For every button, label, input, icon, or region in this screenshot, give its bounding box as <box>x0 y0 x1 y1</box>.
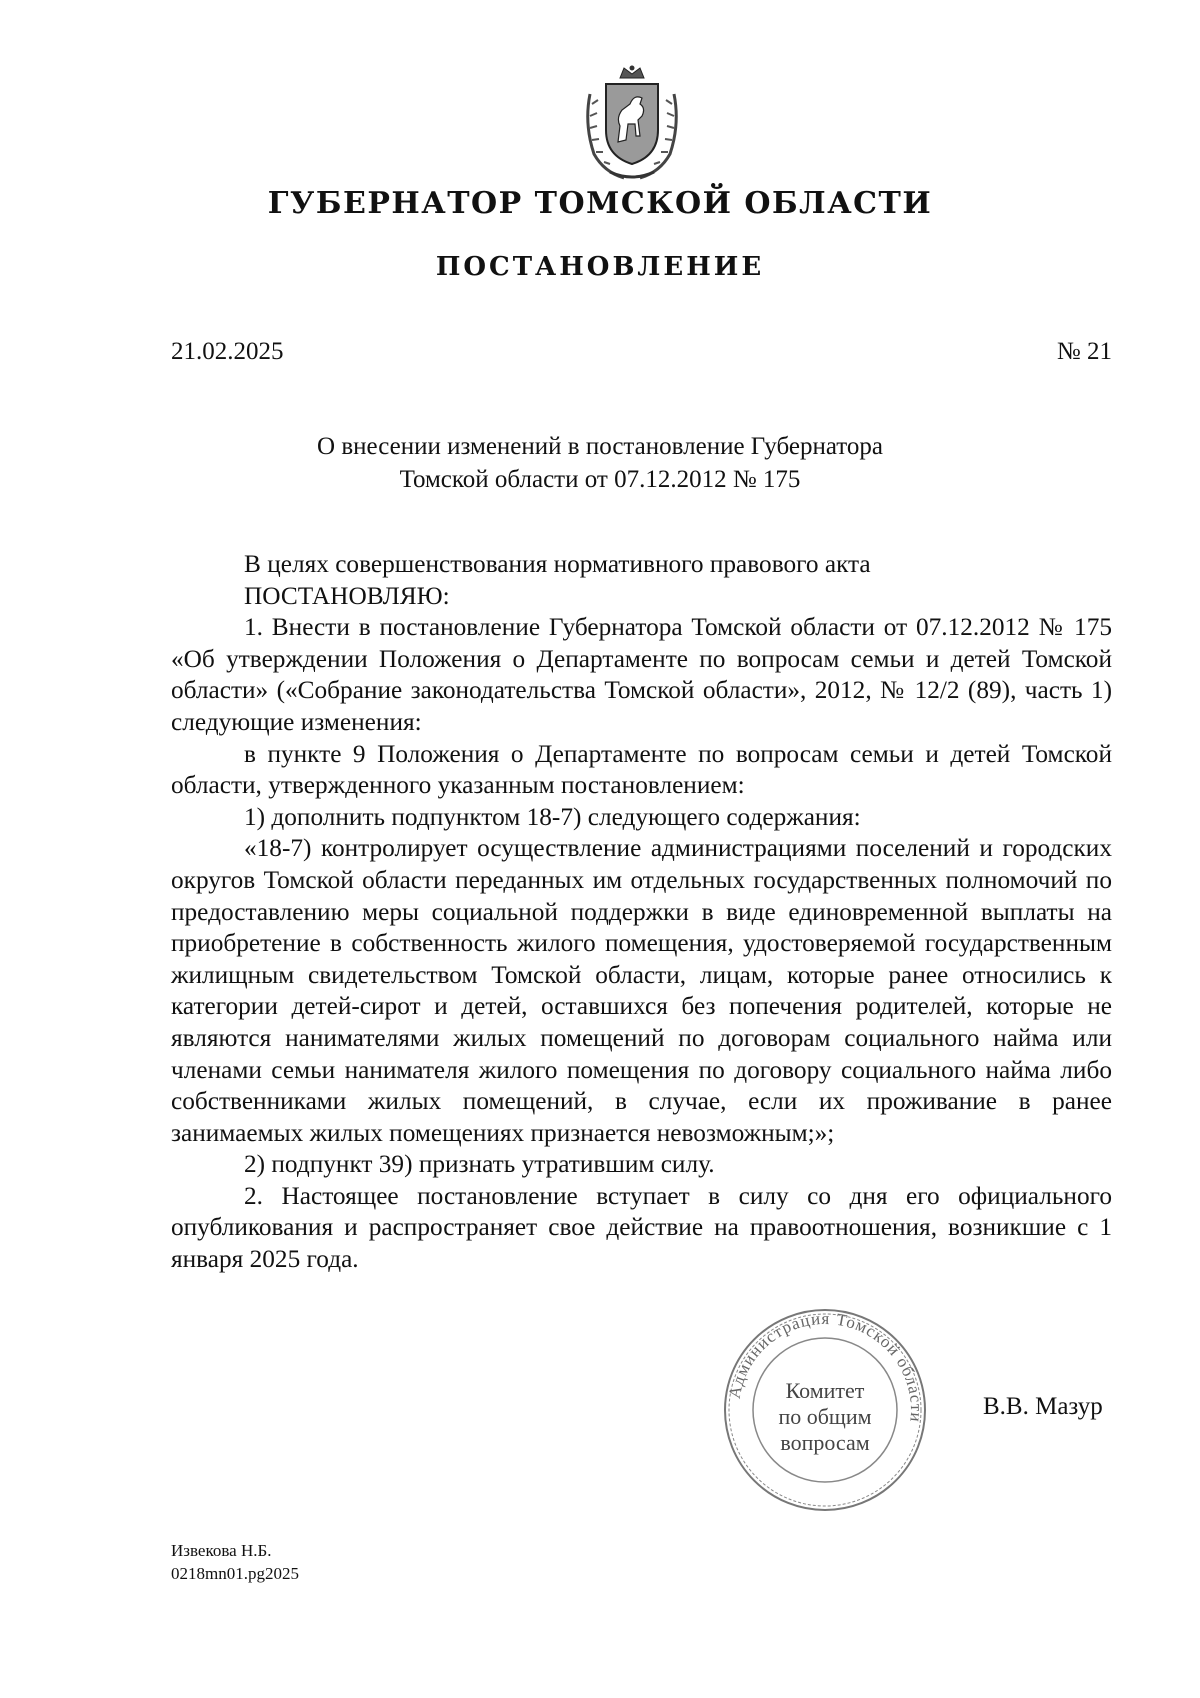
document-title <box>0 430 1200 496</box>
body-paragraph: 1. Внести в постановление Губернатора Томской области от 07.12.2012 № 175 «Об утверждении Положения о Департаменте по вопросам семьи и детей Томской области» («Собрание законодательства Томской области», 2012, № 12/2 (89), часть 1) следующие изменения: <box>171 613 1112 736</box>
document-number: № 21 <box>1056 338 1112 365</box>
stamp-line: Комитет <box>785 1378 865 1403</box>
coat-of-arms-emblem <box>580 64 684 184</box>
body-paragraph: 1) дополнить подпунктом 18-7) следующего содержания: <box>244 802 861 831</box>
body-paragraph: В целях совершенствования нормативного правового акта <box>244 550 871 578</box>
title-line: О внесении изменений в постановление Губернатора <box>317 433 883 460</box>
authority-heading: ГУБЕРНАТОР ТОМСКОЙ ОБЛАСТИ <box>267 186 933 221</box>
stamp-center-text <box>720 1378 930 1456</box>
body-paragraph: 2) подпункт 39) признать утратившим силу. <box>244 1150 715 1179</box>
svg-text:Администрация Томской области: Администрация Томской области <box>724 1308 927 1424</box>
file-code: 0218mn01.pg2025 <box>171 1564 299 1583</box>
title-line: Томской области от 07.12.2012 № 175 <box>399 466 801 493</box>
document-date: 21.02.2025 <box>171 338 284 365</box>
executor-name: Извекова Н.Б. <box>171 1541 272 1560</box>
document-body <box>171 549 1112 1276</box>
executor-block <box>171 1539 299 1585</box>
body-paragraph: 2. Настоящее постановление вступает в силу со дня его официального опубликования и распространяет свое действие на правоотношения, возникшие с 1 января 2025 года. <box>171 1181 1112 1274</box>
body-paragraph: «18-7) контролирует осуществление администрациями поселений и городских округов Томской области переданных им отдельных государственных полномочий по предоставлению меры социальной поддержки в виде единовременной выплаты на приобретение в собственность жилого помещения, удостоверяемой государственным жилищным свидетельством Томской области, лицам, которые ранее относились к категории детей-сирот и детей, оставшихся без попечения родителей, которые не являются нанимателями жилых помещений по договорам социального найма или членами семьи нанимателя жилого помещения по договору социального найма либо собственниками жилых помещений, в случае, если их проживание в ранее занимаемых жилых помещениях признается невозможным;»; <box>171 834 1112 1147</box>
stamp-line: вопросам <box>780 1430 870 1455</box>
signatory-name: В.В. Мазур <box>983 1393 1103 1420</box>
document-type-heading: ПОСТАНОВЛЕНИЕ <box>435 252 765 282</box>
resolution-word: ПОСТАНОВЛЯЮ: <box>244 581 450 610</box>
stamp-line: по общим <box>778 1404 872 1429</box>
body-paragraph: в пункте 9 Положения о Департаменте по вопросам семьи и детей Томской области, утвержденного указанным постановлением: <box>171 739 1112 800</box>
